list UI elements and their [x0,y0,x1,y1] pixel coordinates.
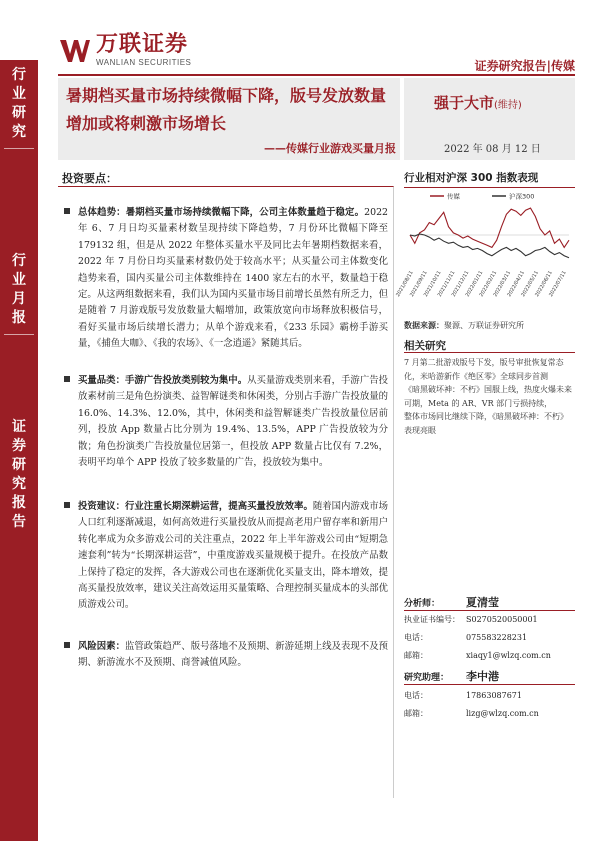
assistant-name: 李中港 [466,670,499,683]
phone-value: 075583228231 [466,633,528,642]
relative-performance-chart [395,190,575,308]
bullet-text: 从买量游戏类别来看，手游广告投放素材前三是角色扮演类、益智解谜类和休闲类，分别占手游广告投放量的 16.0%、14.3%、12.0%，其中，休闲类和益智解谜类广告投放量位居前列，投放 App 数量占比分别为 19.4%、13.5%，APP 广告投放较为分散；角色扮演类广告投放量位居第一，但投放 APP 数量占比仅有 7.2%，表明平均单个 APP 投放了较多数量的广告，投放较为集中。 [78,375,388,469]
right-column [395,170,575,435]
assistant-name-row [404,668,499,684]
sidebar-label-industry-monthly: 行 业 月 报 [12,253,26,326]
analyst-phone-row [404,632,527,643]
bullet-text: 随着国内游戏市场人口红利逐渐减退，如何高效进行买量投放从而提高老用户留存率和新用户转化率成为众多游戏公司的关注重点，2022 年上半年游戏公司由“短期急速套利”转为“长期深耕运营”，中重度游戏买量规模于提升。在投放产品数上保持了稳定的发挥，各大游戏公司也在逐渐优化买量支出，降本增效，提高买量投放效率，建议关注高效运用买量策略、合理控制买量成本的头部优质游戏公司。 [78,501,388,611]
rating-box [404,78,575,160]
bullet-label: 买量品类：手游广告投放类别较为集中。 [78,375,248,386]
bullet-investment-advice [78,499,388,614]
email-label: 邮箱： [404,651,428,660]
assistant-email-row [404,708,539,719]
x-tick-label: 2022/06/11 [534,270,554,298]
analyst-rule [404,610,575,611]
company-logo [60,34,191,67]
bullet-risk-factors [78,639,388,672]
x-tick-label: 2021/12/11 [450,270,471,298]
rating-label: 强于大市 [434,94,495,112]
x-tick-label: 2022/02/11 [478,270,499,298]
legend-label: 传媒 [447,192,460,201]
logo-english-name: WANLIAN SECURITIES [96,58,192,67]
logo-chinese-name: 万联证券 [96,32,189,57]
analyst-email-row [404,650,551,661]
chart-source-text: 聚源、万联证券研究所 [444,321,524,330]
chart-title-rule [404,187,575,188]
related-research-heading: 相关研究 [404,340,446,352]
cert-value: S0270520050001 [466,615,538,624]
chart-title: 行业相对沪深 300 指数表现 [404,172,539,184]
sidebar-divider [4,148,34,149]
related-research-rule [404,352,575,353]
analyst-name: 夏清莹 [466,596,499,609]
related-research-list [404,356,575,438]
assistant-email-value[interactable]: lizg@wlzq.com.cn [466,709,539,718]
related-item[interactable]: 《暗黑破坏神：不朽》国服上线，热度火爆未来可期，Meta 的 AR、VR 部门亏损持续， [404,385,572,408]
rating-sub: (维持) [494,100,522,111]
bullet-square-icon [64,642,70,648]
bullet-overall-trend [78,205,388,353]
investment-highlights-heading: 投资要点： [62,172,117,185]
x-tick-label: 2022/03/11 [492,270,513,298]
bullet-square-icon [64,376,70,382]
x-tick-label: 2022/04/11 [506,270,527,298]
chart-source [404,320,524,331]
bullet-label: 投资建议：行业注重长期深耕运营，提高买量投放效率。 [78,501,313,512]
series-line [410,208,569,247]
report-date: 2022 年 08 月 12 日 [444,144,541,155]
sidebar-label-securities-report: 证 券 研 究 报 告 [12,419,26,530]
title-box [58,78,400,160]
analyst-label: 分析师： [404,599,441,609]
report-title: 暑期档买量市场持续微幅下降，版号发放数量增加或将刺激市场增长 [66,86,387,133]
assistant-label: 研究助理： [404,673,450,683]
bullet-label: 风险因素： [78,641,125,652]
related-item[interactable]: 整体市场同比继续下降，《暗黑破坏神：不朽》表现亮眼 [404,412,568,435]
bullet-categories [78,373,388,471]
bullet-square-icon [64,208,70,214]
x-tick-label: 2021/08/11 [395,270,415,298]
report-type-label: 证券研究报告|传媒 [474,59,575,73]
x-tick-label: 2021/09/11 [409,270,429,298]
bullet-square-icon [64,502,70,508]
assistant-phone-value: 17863087671 [466,691,522,700]
header-divider [58,74,575,76]
related-item[interactable]: 7 月第二批游戏版号下发，版号审批恢复常态化，米哈游新作《绝区零》全球同步首测 [404,358,564,381]
bullet-text: 2022 年 6、7 月日均买量素材数呈现持续下降趋势，7 月份环比微幅下降至 179132 组，但是从 2022 年整体买量水平及同比去年暑期档数据来看，2022 年 7 月份日均买量素材数仍处于较高水平；从买量公司主体数变化趋势来看，国内买量公司主体数维持在 1400 家左右的水平，数量趋于稳定。从这两组数据来看，我们认为国内买量市场目前增长虽然有所乏力，但是随着 7 月游戏版号发放数量大幅增加，政策放宽向市场释放积极信号，看好买量市场后续增长潜力；从单个游戏来看，《233 乐园》霸榜手游买量，《捕鱼大咖》、《我的农场》、《一念逍遥》紧随其后。 [78,207,388,350]
sidebar-divider [4,334,34,335]
bullet-text: 监管政策趋严、版号落地不及预期、新游延期上线及表现不及预期、新游流水不及预期、商誉减值风险。 [78,641,388,669]
bullet-label: 总体趋势：暑期档买量市场持续微幅下降，公司主体数量趋于稳定。 [78,207,365,218]
phone-label: 电话： [404,691,428,700]
x-tick-label: 2022/05/11 [520,270,540,298]
analyst-name-row [404,594,499,610]
industry-rating [434,92,522,113]
phone-label: 电话： [404,633,428,642]
email-label: 邮箱： [404,709,428,718]
sidebar-label-industry-research: 行 业 研 究 [12,67,26,140]
investment-highlights [58,186,394,798]
x-tick-label: 2021/10/11 [422,270,443,298]
analyst-cert-row [404,614,538,625]
email-value[interactable]: xiaqy1@wlzq.com.cn [466,651,551,660]
x-tick-label: 2022/07/11 [548,270,568,298]
cert-label: 执业证书编号： [404,615,460,624]
x-tick-label: 2022/01/11 [464,270,485,298]
assistant-phone-row [404,690,522,701]
chart-source-label: 数据来源： [404,321,444,330]
wanlian-logo-mark-icon [60,38,90,64]
x-tick-label: 2021/11/11 [436,270,457,298]
report-subtitle: ——传媒行业游戏买量月报 [264,142,396,155]
legend-label: 沪深300 [509,192,535,201]
assistant-rule [404,684,575,685]
